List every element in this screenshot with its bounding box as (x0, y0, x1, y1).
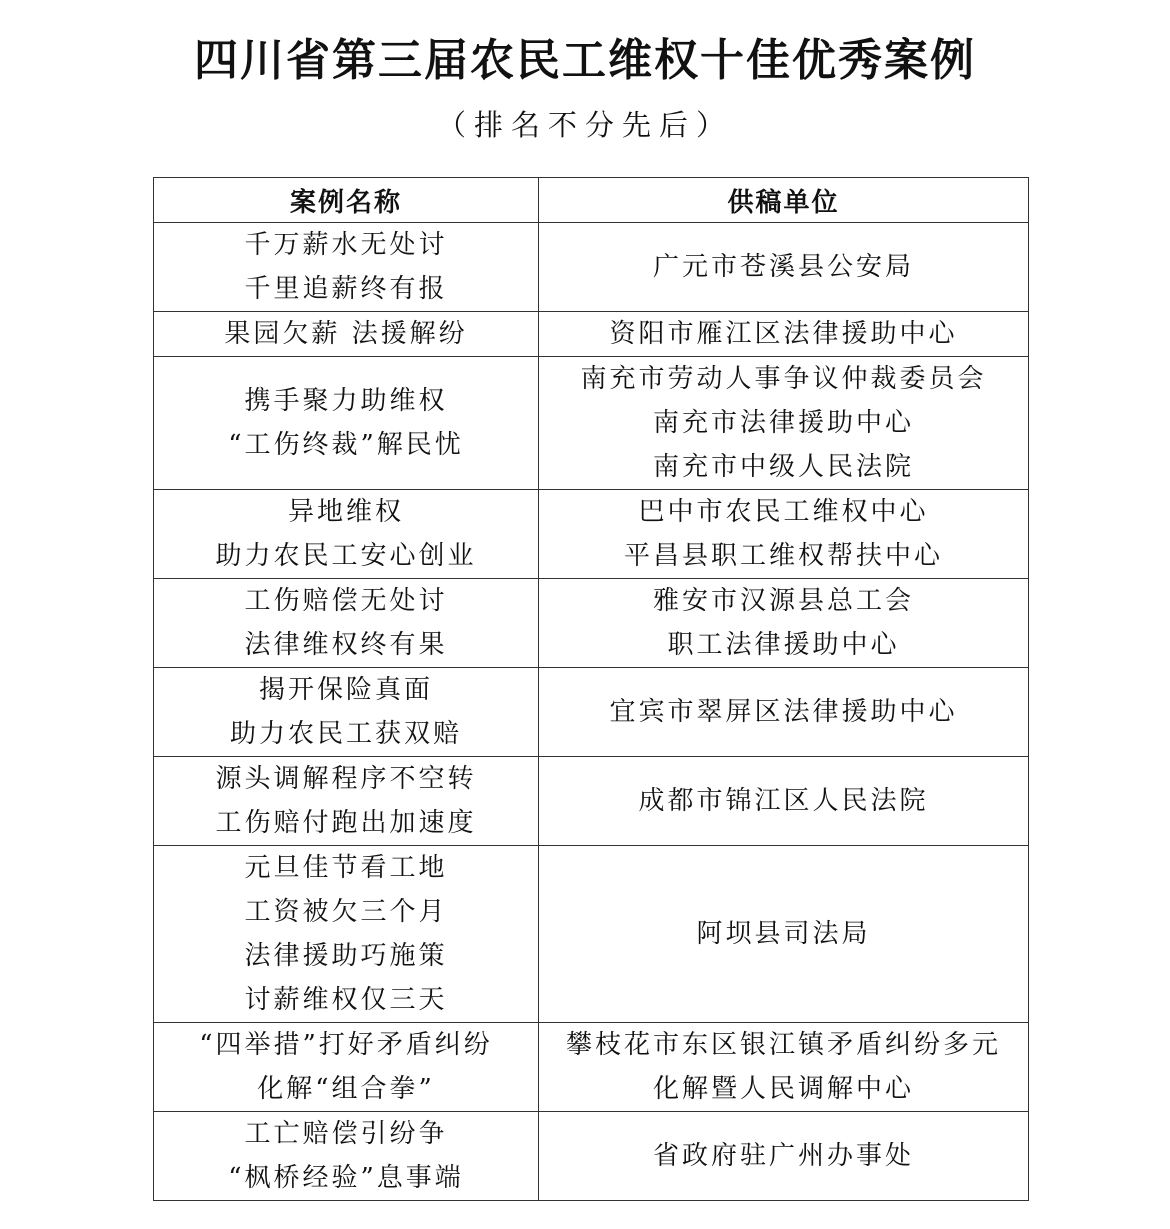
case-name-line: 讨薪维权仅三天 (244, 985, 448, 1015)
case-name-cell (154, 668, 539, 757)
case-name-line: 千万薪水无处讨 (244, 230, 448, 260)
contributor-cell (539, 846, 1029, 1023)
case-name-cell (154, 579, 539, 668)
case-name-line: 法律维权终有果 (244, 630, 448, 660)
case-name-line: 工资被欠三个月 (244, 897, 448, 927)
table-row (154, 1023, 1029, 1112)
table-row (154, 357, 1029, 490)
contributor-cell (539, 312, 1029, 357)
case-name-line: “工伤终裁”解民忧 (228, 430, 464, 460)
contributor-cell (539, 579, 1029, 668)
contributor-line: 平昌县职工维权帮扶中心 (623, 541, 943, 571)
table-body (154, 223, 1029, 1201)
page-title: 四川省第三届农民工维权十佳优秀案例 (194, 35, 976, 86)
table-row (154, 846, 1029, 1023)
case-name-cell (154, 757, 539, 846)
case-name-line: 源头调解程序不空转 (215, 764, 477, 794)
page-subtitle: （排名不分先后） (436, 108, 733, 142)
table-header-row (154, 178, 1029, 223)
case-name-cell (154, 357, 539, 490)
contributor-line: 化解暨人民调解中心 (652, 1074, 914, 1104)
case-name-line: 揭开保险真面 (258, 675, 433, 705)
contributor-cell (539, 757, 1029, 846)
table-row (154, 579, 1029, 668)
contributor-line: 南充市中级人民法院 (652, 452, 914, 482)
contributor-cell (539, 357, 1029, 490)
case-name-cell (154, 223, 539, 312)
case-name-cell (154, 1112, 539, 1201)
column-header-case-name: 案例名称 (154, 178, 539, 223)
contributor-line: 宜宾市翠屏区法律援助中心 (609, 697, 958, 727)
contributor-line: 省政府驻广州办事处 (652, 1141, 914, 1171)
case-name-line: 果园欠薪 法援解纷 (224, 319, 468, 349)
case-name-cell (154, 312, 539, 357)
case-name-line: 化解“组合拳” (257, 1074, 435, 1104)
table-row (154, 490, 1029, 579)
case-name-line: 千里追薪终有报 (244, 274, 448, 304)
table-row (154, 757, 1029, 846)
case-name-line: 助力农民工获双赔 (229, 719, 462, 749)
contributor-cell (539, 490, 1029, 579)
table-row (154, 668, 1029, 757)
case-name-line: 异地维权 (287, 497, 404, 527)
column-header-contributor: 供稿单位 (539, 178, 1029, 223)
case-name-cell (154, 846, 539, 1023)
case-name-line: “四举措”打好矛盾纠纷 (199, 1030, 493, 1060)
table-row (154, 223, 1029, 312)
contributor-cell (539, 1023, 1029, 1112)
case-name-cell (154, 1023, 539, 1112)
contributor-cell (539, 668, 1029, 757)
cases-table (153, 177, 1029, 1201)
case-name-line: 法律援助巧施策 (244, 941, 448, 971)
contributor-line: 攀枝花市东区银江镇矛盾纠纷多元 (565, 1030, 1001, 1060)
case-name-line: 助力农民工安心创业 (215, 541, 477, 571)
contributor-line: 南充市劳动人事争议仲裁委员会 (580, 364, 987, 394)
contributor-line: 阿坝县司法局 (696, 919, 871, 949)
contributor-cell (539, 223, 1029, 312)
contributor-line: 职工法律援助中心 (667, 630, 900, 660)
case-name-line: 元旦佳节看工地 (244, 853, 448, 883)
table-row (154, 312, 1029, 357)
table-row (154, 1112, 1029, 1201)
case-name-line: 工伤赔偿无处讨 (244, 586, 448, 616)
contributor-line: 南充市法律援助中心 (652, 408, 914, 438)
case-name-line: 携手聚力助维权 (244, 386, 448, 416)
contributor-line: 巴中市农民工维权中心 (638, 497, 929, 527)
case-name-line: 工伤赔付跑出加速度 (215, 808, 477, 838)
case-name-cell (154, 490, 539, 579)
contributor-line: 雅安市汉源县总工会 (652, 586, 914, 616)
contributor-cell (539, 1112, 1029, 1201)
contributor-line: 广元市苍溪县公安局 (652, 252, 914, 282)
case-name-line: “枫桥经验”息事端 (228, 1163, 464, 1193)
contributor-line: 资阳市雁江区法律援助中心 (609, 319, 958, 349)
case-name-line: 工亡赔偿引纷争 (244, 1119, 448, 1149)
contributor-line: 成都市锦江区人民法院 (638, 786, 929, 816)
